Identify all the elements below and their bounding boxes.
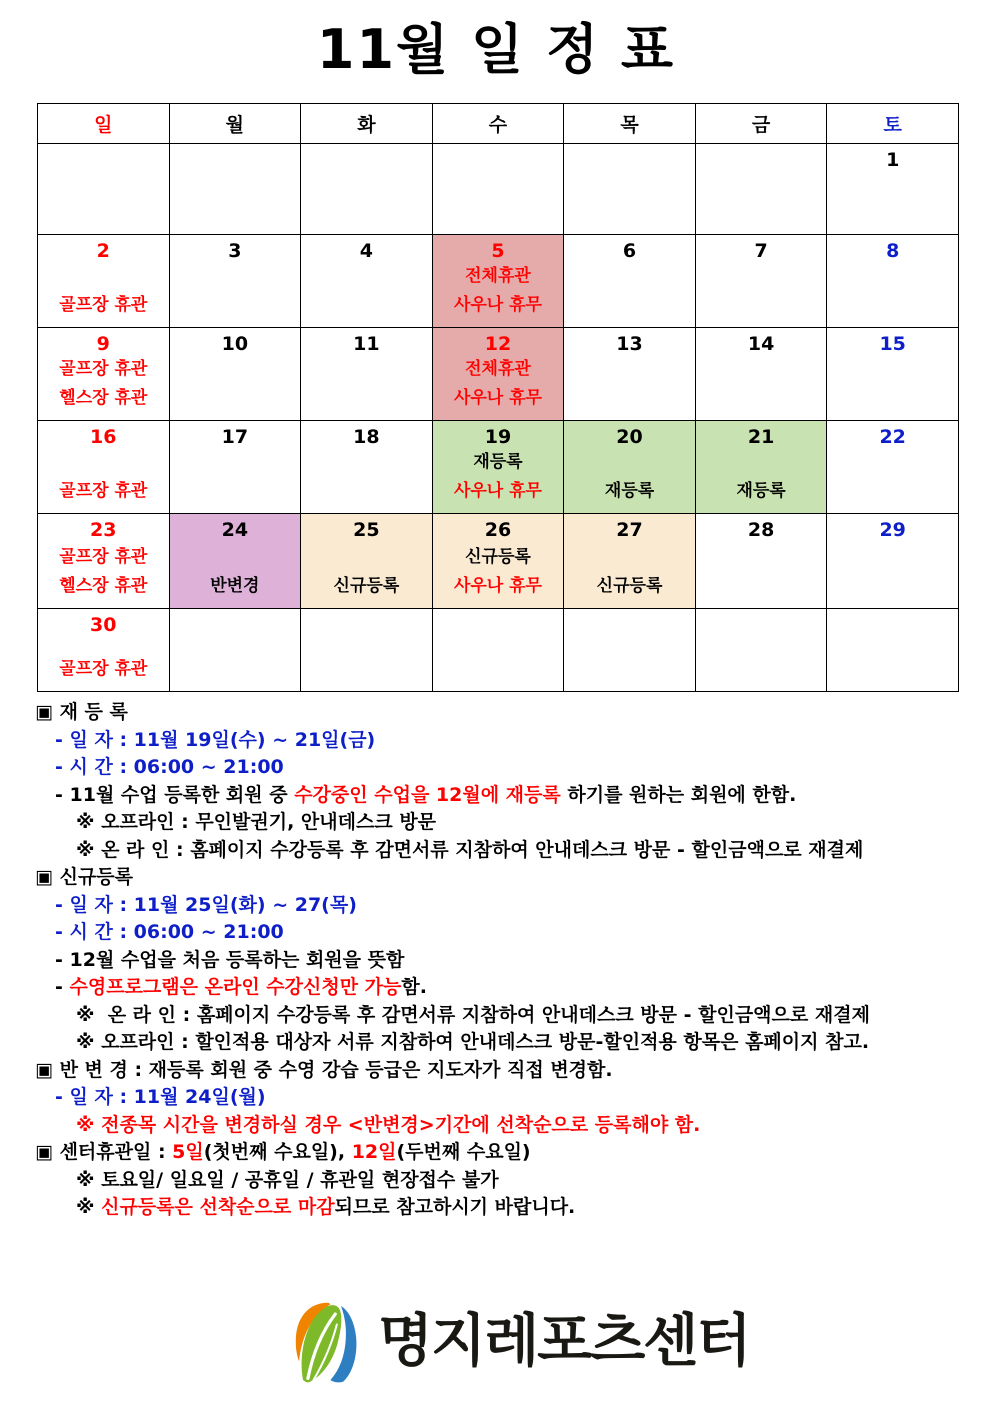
day-number: 8 [886,240,900,262]
day-number: 19 [484,426,512,448]
calendar-cell-empty [695,609,827,692]
note-text: - [55,976,70,998]
calendar-cell-empty [432,144,564,235]
logo [291,1298,749,1384]
day-number: 16 [90,426,117,448]
calendar-cell-15 [827,328,959,421]
weekday-header-월: 월 [169,104,301,144]
note-line [0,1029,992,1057]
day-number: 30 [90,614,117,636]
day-number: 26 [484,519,512,541]
calendar-header-row [38,104,959,144]
note-text: - 일 자 : 11월 24일(월) [55,1086,266,1108]
day-number: 27 [616,519,643,541]
day-number: 25 [353,519,380,541]
note-text: - 일 자 : 11월 25일(화) ~ 27(목) [55,893,357,916]
calendar-cell-9 [38,328,170,421]
calendar-cell-20 [564,421,696,514]
calendar-cell-18 [301,421,433,514]
note-text: - 시 간 : 06:00 ~ 21:00 [55,756,284,778]
notes-section [0,699,992,1222]
note-text: ▣ 재 등 록 [35,701,128,723]
note-line [0,919,992,947]
calendar-cell-8 [827,235,959,328]
cell-note: 재등록 사우나 휴무 [453,452,542,501]
weekday-header-목: 목 [564,104,696,144]
note-line [0,864,992,892]
cell-note: 전체휴관 사우나 휴무 [453,266,542,315]
calendar-week-row [38,328,959,421]
cell-note: 재등록 [736,481,786,501]
day-number: 17 [221,426,249,448]
calendar-cell-19 [432,421,564,514]
calendar-cell-22 [827,421,959,514]
calendar-cell-empty [564,609,696,692]
logo-text: 명지레포츠센터 [378,1308,750,1374]
calendar-week-row [38,609,959,692]
leaf-icon [291,1302,365,1384]
day-number: 22 [879,426,906,448]
cell-note: 골프장 휴관 헬스장 휴관 [59,359,148,408]
calendar-cell-empty [38,144,170,235]
day-number: 11 [353,333,380,355]
calendar-cell-empty [169,144,301,235]
note-text: ※ 전종목 시간을 변경하실 경우 <반변경>기간에 선착순으로 등록해야 함. [76,1113,701,1136]
calendar-cell-7 [695,235,827,328]
day-number: 24 [221,519,249,541]
day-number: 9 [96,333,110,355]
calendar-cell-17 [169,421,301,514]
cell-note: 신규등록 [333,576,400,596]
note-text: ▣ 신규등록 [35,866,133,888]
note-text: - 일 자 : 11월 19일(수) ~ 21일(금) [55,728,376,751]
note-text: - 12월 수업을 처음 등록하는 회원을 뜻함 [55,948,405,971]
calendar-cell-25 [301,514,433,609]
day-number: 2 [96,240,110,262]
day-number: 29 [879,519,906,541]
calendar-cell-empty [695,144,827,235]
note-line [0,1194,992,1222]
note-text: ※ 온 라 인 : 홈페이지 수강등록 후 감면서류 지참하여 안내데스크 방문 - 할인금액으로 재결제 [76,1003,870,1026]
day-number: 10 [221,333,249,355]
calendar-cell-24 [169,514,301,609]
calendar-week-row [38,421,959,514]
note-line [0,947,992,975]
day-number: 5 [491,240,505,262]
note-text: (두번째 수요일) [396,1141,531,1163]
note-line [0,1084,992,1112]
calendar-cell-empty [432,609,564,692]
weekday-header-토: 토 [827,104,959,144]
note-text: 12일 [351,1141,397,1163]
note-text: ※ [76,1196,102,1218]
calendar-cell-empty [827,609,959,692]
note-text: ▣ 센터휴관일 : [35,1141,173,1163]
note-text: 함. [401,976,427,998]
note-line [0,974,992,1002]
note-line [0,727,992,755]
note-line [0,699,992,727]
note-text: 5일 [172,1141,204,1163]
note-text: ※ 온 라 인 : 홈페이지 수강등록 후 감면서류 지참하여 안내데스크 방문 - 할인금액으로 재결제 [76,838,864,861]
calendar-cell-1 [827,144,959,235]
cell-note: 골프장 휴관 [59,481,148,501]
day-number: 13 [616,333,643,355]
note-text: ※ 토요일/ 일요일 / 공휴일 / 휴관일 현장접수 불가 [76,1168,499,1191]
calendar-cell-12 [432,328,564,421]
day-number: 23 [90,519,117,541]
note-text: 하기를 원하는 회원에 한함. [560,783,797,806]
cell-note: 골프장 휴관 [59,659,148,679]
day-number: 12 [484,333,512,355]
day-number: 6 [622,240,637,262]
calendar-week-row [38,144,959,235]
calendar-cell-26 [432,514,564,609]
note-text: ※ 오프라인 : 무인발권기, 안내데스크 방문 [76,811,437,833]
note-text: 신규등록은 선착순으로 마감 [101,1196,335,1218]
day-number: 4 [359,240,374,262]
day-number: 3 [228,240,242,262]
cell-note: 신규등록 [596,576,663,596]
day-number: 7 [754,240,768,262]
note-line [0,1167,992,1195]
day-number: 1 [886,149,900,171]
calendar-cell-3 [169,235,301,328]
calendar-cell-6 [564,235,696,328]
calendar-cell-empty [301,609,433,692]
calendar-cell-5 [432,235,564,328]
day-number: 21 [747,426,775,448]
note-text: 수강중인 수업을 12월에 재등록 [294,783,561,806]
weekday-header-화: 화 [301,104,433,144]
note-line [0,1002,992,1030]
day-number: 14 [747,333,775,355]
note-text: - 11월 수업 등록한 회원 중 [55,783,295,806]
note-text: - 시 간 : 06:00 ~ 21:00 [55,921,284,943]
note-line [0,1057,992,1085]
calendar-cell-29 [827,514,959,609]
calendar-cell-2 [38,235,170,328]
note-line [0,809,992,837]
cell-note: 전체휴관 사우나 휴무 [453,359,542,408]
day-number: 28 [747,519,775,541]
calendar-cell-23 [38,514,170,609]
note-text: 수영프로그램은 온라인 수강신청만 가능 [69,976,402,998]
day-number: 15 [879,333,906,355]
note-line [0,1139,992,1167]
calendar-cell-empty [564,144,696,235]
calendar-week-row [38,514,959,609]
note-line [0,1112,992,1140]
calendar-cell-empty [301,144,433,235]
note-text: 되므로 참고하시기 바랍니다. [334,1196,576,1218]
cell-note: 신규등록 사우나 휴무 [453,547,542,596]
weekday-header-수: 수 [432,104,564,144]
note-line [0,892,992,920]
calendar-cell-16 [38,421,170,514]
cell-note: 반변경 [210,576,260,596]
day-number: 18 [353,426,380,448]
page-title: 11월 일 정 표 [316,18,676,81]
calendar-cell-empty [169,609,301,692]
note-text: ※ 오프라인 : 할인적용 대상자 서류 지참하여 안내데스크 방문-할인적용 항목은 홈페이지 참고. [76,1031,870,1053]
calendar-header [38,104,959,144]
weekday-header-금: 금 [695,104,827,144]
calendar-cell-14 [695,328,827,421]
calendar-cell-11 [301,328,433,421]
calendar-cell-30 [38,609,170,692]
calendar-cell-27 [564,514,696,609]
day-number: 20 [616,426,643,448]
note-line [0,837,992,865]
calendar-cell-4 [301,235,433,328]
calendar-table [37,103,959,692]
calendar-week-row [38,235,959,328]
note-text: (첫번째 수요일), [203,1141,352,1163]
cell-note: 재등록 [604,481,655,501]
note-line [0,782,992,810]
weekday-header-일: 일 [38,104,170,144]
calendar-cell-28 [695,514,827,609]
note-line [0,754,992,782]
calendar-cell-21 [695,421,827,514]
cell-note: 골프장 휴관 [59,295,148,315]
calendar-cell-10 [169,328,301,421]
note-text: ▣ 반 변 경 : 재등록 회원 중 수영 강습 등급은 지도자가 직접 변경함. [35,1058,613,1081]
calendar-body [38,144,959,692]
cell-note: 골프장 휴관 헬스장 휴관 [59,547,148,596]
calendar-cell-13 [564,328,696,421]
